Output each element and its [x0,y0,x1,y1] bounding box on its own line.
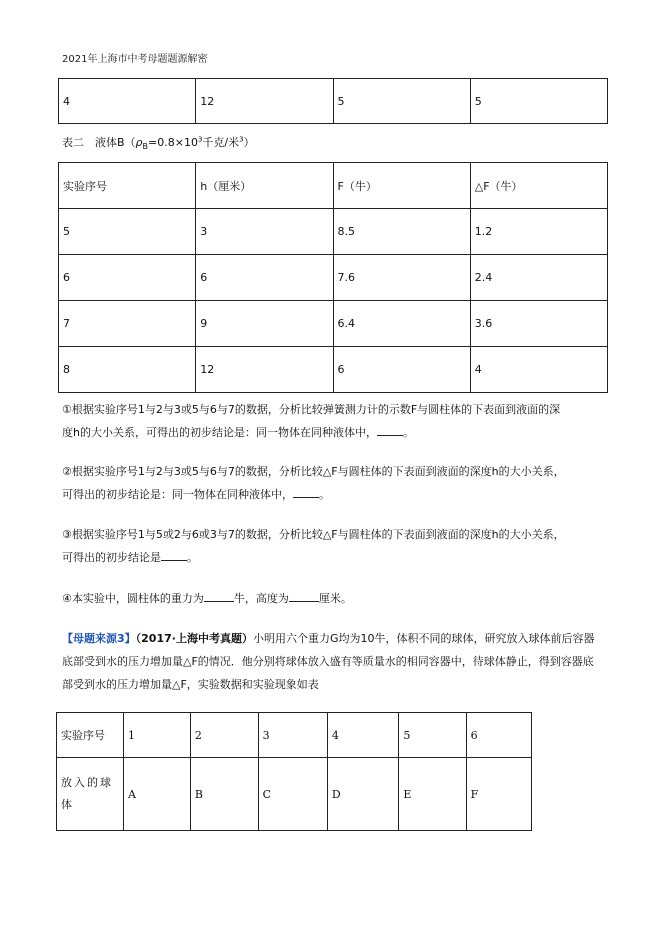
table-cell: E [399,758,466,831]
data-table-2 [58,162,608,393]
question-text: 。 [319,488,330,501]
question-text: ④本实验中，圆柱体的重力为 [62,592,204,605]
table-cell: 8.5 [333,209,470,255]
table-cell: 放入的球体 [57,758,124,831]
question-text: 可得出的初步结论是 [62,551,161,564]
table-cell: 5 [399,713,466,758]
column-header: F（牛） [333,163,470,209]
question-line: 底部受到水的压力增加量△F的情况．他分别将球体放入盛有等质量水的相同容器中，待球体静止，得到容器底 [62,655,594,668]
table-2-caption [62,134,255,151]
table-cell: 6 [196,255,333,301]
table-cell: 2.4 [470,255,607,301]
table-cell: 6.4 [333,301,470,347]
question-text: 可得出的初步结论是：同一物体在同种液体中， [62,488,293,501]
caption-rho-sub: B [142,142,149,152]
source-tag: 【母题来源3】 [62,632,136,645]
data-table-3 [56,712,532,831]
answer-blank[interactable] [377,423,403,436]
table-cell: D [327,758,398,831]
question-text: 。 [402,426,414,439]
column-header: △F（牛） [470,163,607,209]
table-cell: 6 [59,255,196,301]
table-cell: 7.6 [333,255,470,301]
table-cell: 9 [196,301,333,347]
source-3-paragraph [62,627,610,696]
table-row [57,713,532,758]
caption-suffix: 千克/米 [202,136,240,149]
caption-prefix: 表二 液体B（ [62,136,136,149]
question-text: 小明用六个重力G均为10牛，体积不同的球体，研究放入球体前后容器 [252,632,595,645]
source-year: （2017·上海中考真题） [135,632,253,645]
table-cell: B [190,758,258,831]
question-line [62,587,602,610]
question-line [62,546,602,569]
table-row [59,255,608,301]
answer-blank[interactable] [289,589,319,602]
table-cell: 4 [470,347,607,393]
question-line: ①根据实验序号1与2与3或5与6与7的数据，分析比较弹簧测力计的示数F与圆柱体的下表面到液面的深 [62,403,561,416]
table-cell: 4 [59,79,196,124]
caption-exp: 3 [197,135,203,144]
table-row [57,758,532,831]
table-cell: 3 [196,209,333,255]
question-line [62,627,610,650]
question-line [62,421,602,444]
question-2 [62,460,602,506]
caption-rho: ρ [135,136,143,149]
page-header: 2021年上海市中考母题题源解密 [62,54,208,65]
caption-mid: =0.8×10 [148,136,198,149]
caption-end: ） [243,136,255,149]
table-cell: 3 [258,713,327,758]
table-cell: C [258,758,327,831]
table-cell: 5 [470,79,607,124]
answer-blank[interactable] [204,589,234,602]
question-text: 牛，高度为 [233,592,289,605]
table-cell: 12 [196,79,333,124]
data-table-1-continued [58,78,608,124]
question-text: 厘米。 [318,592,352,605]
table-cell: 5 [333,79,470,124]
question-line: ③根据实验序号1与5或2与6或3与7的数据，分析比较△F与圆柱体的下表面到液面的深度h的大小关系， [62,528,565,541]
table-cell: 4 [327,713,398,758]
table-cell: 7 [59,301,196,347]
answer-blank[interactable] [293,485,319,498]
table-cell: 3.6 [470,301,607,347]
table-cell: 实验序号 [57,713,124,758]
table-cell: 6 [466,713,531,758]
table-cell: F [466,758,531,831]
table-row [59,301,608,347]
question-3 [62,523,602,569]
column-header: 实验序号 [59,163,196,209]
question-line: ②根据实验序号1与2与3或5与6与7的数据，分析比较△F与圆柱体的下表面到液面的深度h的大小关系， [62,465,565,478]
question-1 [62,398,602,444]
table-row [59,79,608,124]
table-cell: A [124,758,191,831]
table-cell: 6 [333,347,470,393]
table-cell: 8 [59,347,196,393]
question-line: 部受到水的压力增加量△F，实验数据和实验现象如表 [62,678,319,691]
table-row [59,347,608,393]
table-cell: 5 [59,209,196,255]
question-line [62,483,602,506]
answer-blank[interactable] [161,548,187,561]
table-cell: 1 [124,713,191,758]
table-row [59,209,608,255]
column-header: h（厘米） [196,163,333,209]
question-text: 。 [187,551,198,564]
table-cell: 1.2 [470,209,607,255]
table-cell: 12 [196,347,333,393]
caption-exp2: 3 [239,135,244,144]
question-text: 度h的大小关系，可得出的初步结论是：同一物体在同种液体中， [62,426,377,439]
question-4 [62,587,602,610]
table-header-row [59,163,608,209]
table-cell: 2 [190,713,258,758]
